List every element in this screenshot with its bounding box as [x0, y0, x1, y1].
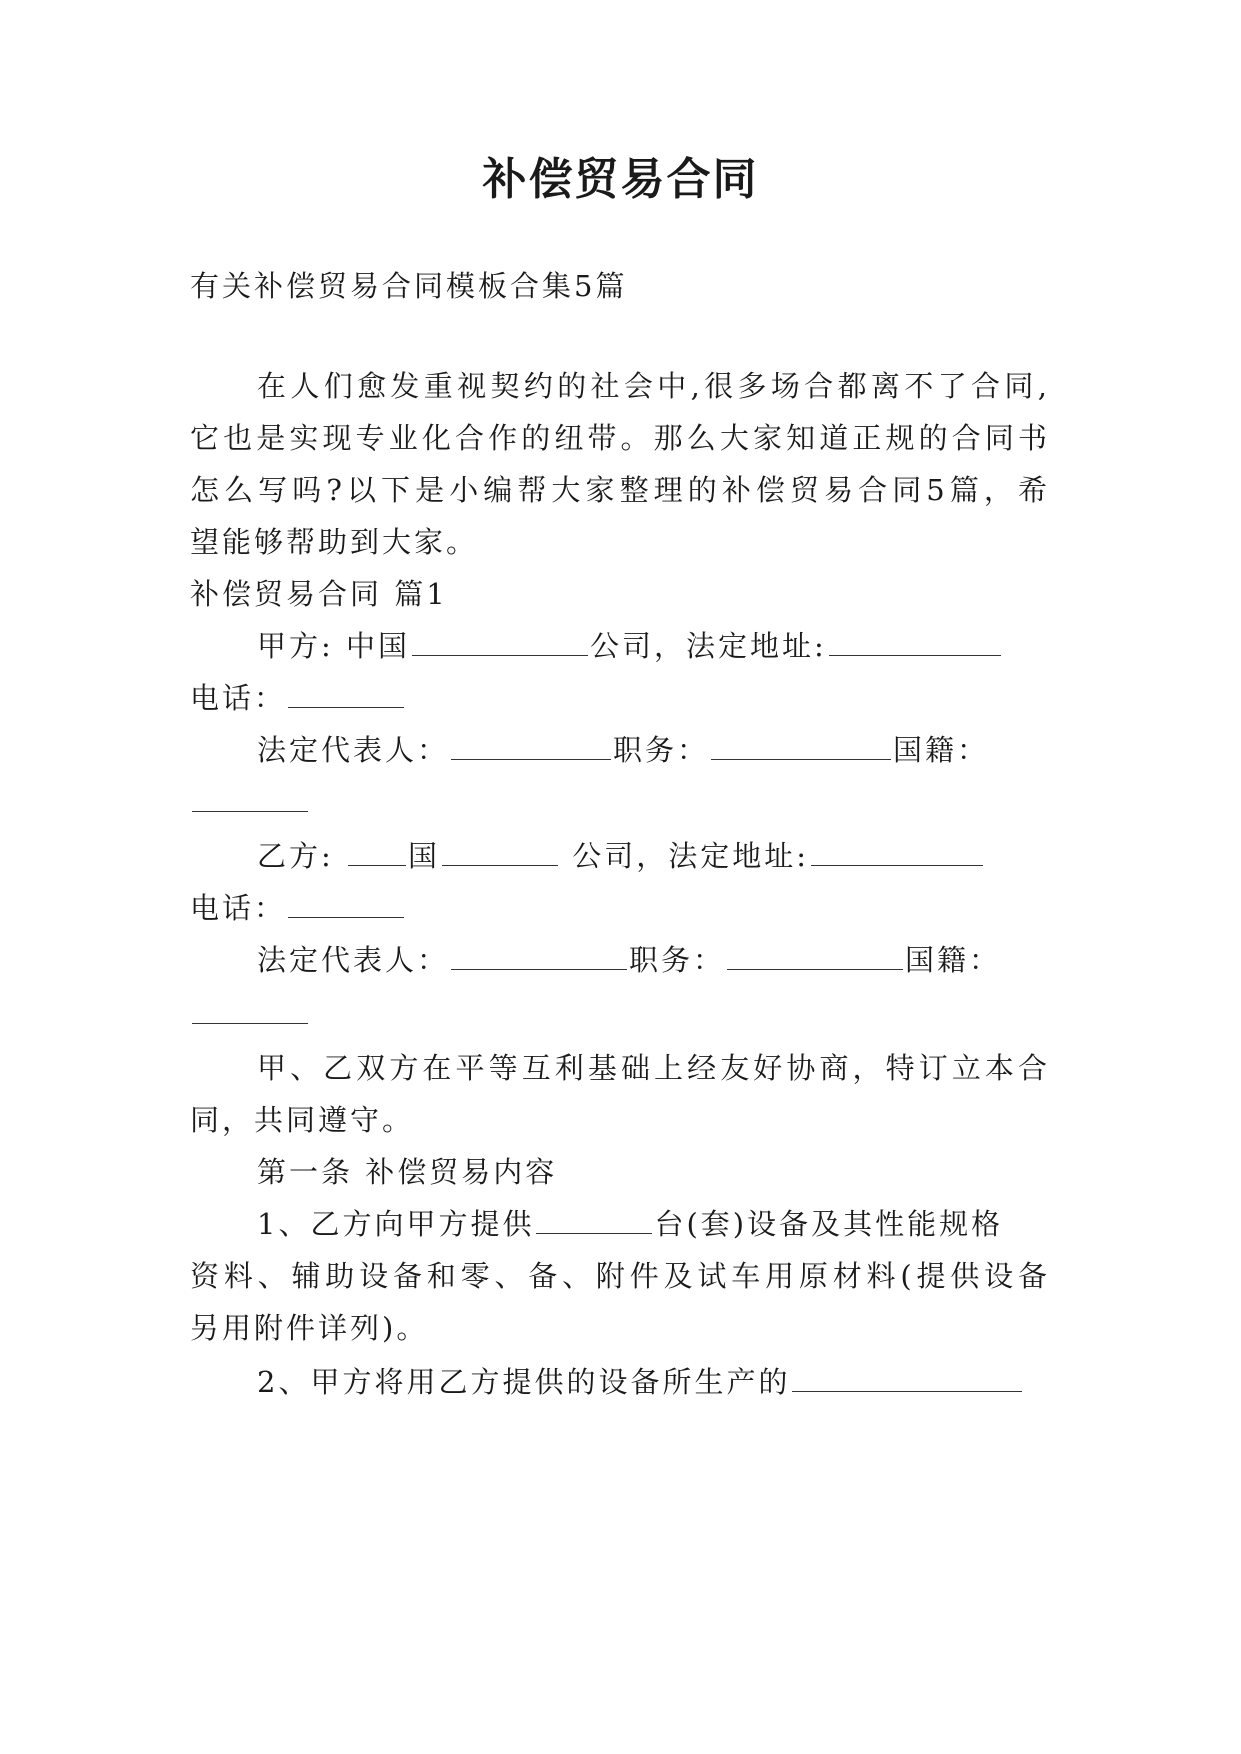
article-1-item-1-line-1: [257, 1204, 1003, 1244]
party-b-nationality-label: 国籍：: [905, 943, 1002, 977]
party-a-position-label: 职务：: [613, 733, 710, 767]
party-a-rep-label: 法定代表人：: [257, 733, 450, 767]
party-a-position-blank: [711, 733, 891, 760]
party-b-rep-blank: [451, 943, 627, 970]
party-a-phone-label: 电话：: [190, 681, 287, 715]
document-title: 补偿贸易合同: [482, 154, 759, 205]
intro-line-4: 望能够帮助到大家。: [190, 525, 479, 559]
section-heading: 补偿贸易合同 篇1: [190, 577, 448, 611]
agreement-line-2: 同，共同遵守。: [190, 1103, 415, 1137]
party-a-nationality-blank: [192, 785, 308, 812]
party-b-prefix: 乙方:: [257, 839, 346, 873]
party-a-prefix: 甲方: 中国: [257, 629, 410, 663]
article-1-item-2: [257, 1362, 1024, 1402]
intro-line-2: 它也是实现专业化合作的纽带。那么大家知道正规的合同书: [190, 421, 1050, 455]
party-b-nationality-blank: [192, 997, 308, 1024]
party-a-rep-line: [257, 730, 989, 770]
party-a-address-blank: [829, 629, 1001, 656]
party-a-company-blank: [412, 629, 588, 656]
article-1-item-1-line-3: 另用附件详列)。: [190, 1311, 429, 1345]
intro-line-1: 在人们愈发重视契约的社会中,很多场合都离不了合同,: [257, 369, 1050, 403]
party-b-position-blank: [727, 943, 903, 970]
article-1-item-1-line-2: 资料、辅助设备和零、备、附件及试车用原材料(提供设备: [190, 1259, 1050, 1293]
party-b-country-label: 国: [408, 839, 441, 873]
article-1-heading: 第一条 补偿贸易内容: [257, 1155, 558, 1189]
party-b-country-blank: [348, 839, 406, 866]
party-b-company-label: 公司，法定地址:: [560, 839, 810, 873]
party-b-phone-blank: [288, 891, 404, 918]
intro-line-3: 怎么写吗?以下是小编帮大家整理的补偿贸易合同5篇，希: [190, 473, 1050, 507]
party-b-position-label: 职务：: [629, 943, 726, 977]
document-subtitle: 有关补偿贸易合同模板合集5篇: [190, 269, 628, 303]
item-1-quantity-blank: [536, 1207, 652, 1234]
party-b-line: [257, 836, 985, 876]
item-1-suffix: 台(套)设备及其性能规格: [654, 1207, 1004, 1241]
party-b-rep-label: 法定代表人：: [257, 943, 450, 977]
party-b-nationality-line: [190, 994, 310, 1034]
party-b-company-blank: [442, 839, 558, 866]
party-a-line: [257, 626, 1003, 666]
party-b-phone-label: 电话：: [190, 891, 287, 925]
agreement-line-1: 甲、乙双方在平等互利基础上经友好协商，特订立本合: [257, 1051, 1050, 1085]
item-2-blank: [792, 1365, 1022, 1392]
party-a-nationality-label: 国籍：: [893, 733, 990, 767]
party-a-phone-blank: [288, 681, 404, 708]
item-1-prefix: 1、乙方向甲方提供: [257, 1207, 535, 1241]
party-a-company-label: 公司，法定地址:: [590, 629, 827, 663]
party-a-rep-blank: [451, 733, 611, 760]
item-2-text: 2、甲方将用乙方提供的设备所生产的: [257, 1365, 791, 1399]
party-b-rep-line: [257, 940, 1001, 980]
party-b-phone-line: [190, 888, 406, 928]
party-a-nationality-line: [190, 782, 310, 822]
party-b-address-blank: [811, 839, 983, 866]
party-a-phone-line: [190, 678, 406, 718]
